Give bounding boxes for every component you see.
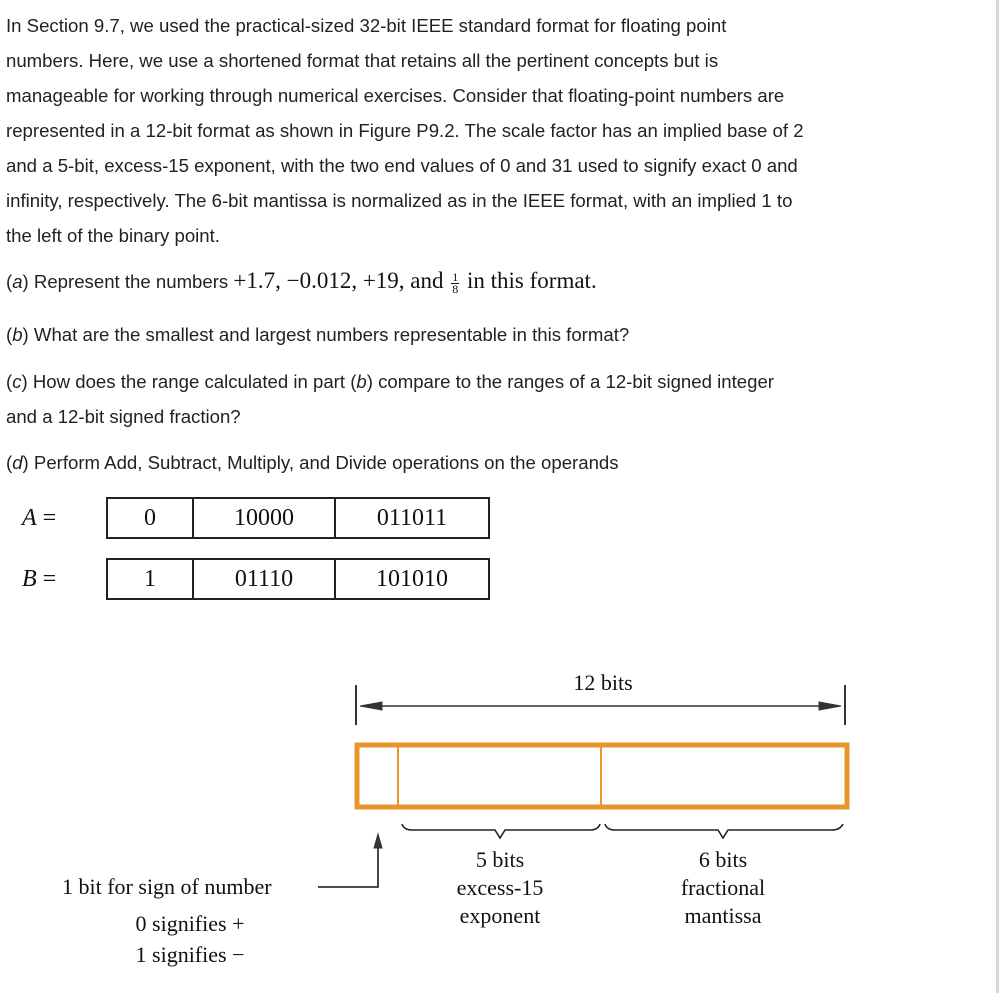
question-letter: a bbox=[12, 271, 23, 292]
exponent-cell: 10000 bbox=[192, 499, 334, 537]
exponent-brace-icon bbox=[402, 824, 600, 838]
intro-line: manageable for working through numerical exercises. Consider that floating-point numbers are bbox=[6, 85, 785, 106]
sign-bit-label: 1 bit for sign of number bbox=[62, 874, 272, 899]
operand-a-label: A = bbox=[22, 505, 57, 531]
operand-b-label: B = bbox=[22, 566, 57, 592]
question-text: Perform Add, Subtract, Multiply, and Divide operations on the operands bbox=[28, 452, 619, 473]
word-format-box bbox=[357, 745, 847, 807]
question-a: (a) Represent the numbers +1.7, −0.012, +19, and $\frac{1}{8}$ in this format. bbox=[6, 268, 597, 296]
question-text: What are the smallest and largest numbers representable in this format? bbox=[28, 324, 630, 345]
question-a-math: +1.7, −0.012, +19, and bbox=[233, 268, 450, 293]
sign-bit-cell: 0 bbox=[144, 504, 156, 531]
exponent-cell: 01110 bbox=[192, 560, 334, 598]
mantissa-cell: 011011 bbox=[334, 499, 488, 537]
intro-line: In Section 9.7, we used the practical-sized 32-bit IEEE standard format for floating point bbox=[6, 15, 727, 36]
intro-line: and a 5-bit, excess-15 exponent, with the two end values of 0 and 31 used to signify exact 0 and bbox=[6, 155, 798, 176]
question-c: (c) How does the range calculated in part (b) compare to the ranges of a 12-bit signed integer bbox=[6, 371, 774, 392]
sign-one-note: 1 signifies − bbox=[135, 942, 245, 967]
question-letter: c bbox=[12, 371, 22, 392]
sign-bit-cell: 1 bbox=[144, 565, 156, 592]
mantissa-brace-icon bbox=[605, 824, 843, 838]
question-a-math-end: in this format. bbox=[461, 268, 597, 293]
question-c-line-2: and a 12-bit signed fraction? bbox=[6, 406, 241, 427]
exponent-field-label: 5 bits excess-15 exponent bbox=[456, 847, 544, 928]
question-b: (b) What are the smallest and largest numbers representable in this format? bbox=[6, 324, 630, 345]
mantissa-field-label: 6 bits fractional mantissa bbox=[680, 847, 766, 928]
question-text: Represent the numbers bbox=[28, 271, 234, 292]
sign-arrow-icon bbox=[318, 834, 382, 887]
mantissa-cell: 101010 bbox=[334, 560, 488, 598]
intro-line: represented in a 12-bit format as shown in Figure P9.2. The scale factor has an implied base of 2 bbox=[6, 120, 804, 141]
intro-line: the left of the binary point. bbox=[6, 225, 220, 246]
fraction-one-eighth: $\frac{1}{8}$ bbox=[452, 269, 459, 296]
intro-line: numbers. Here, we use a shortened format that retains all the pertinent concepts but is bbox=[6, 50, 719, 71]
total-bits-label: 12 bits bbox=[573, 670, 633, 695]
sign-zero-note: 0 signifies + bbox=[135, 911, 245, 936]
question-letter: b bbox=[12, 324, 23, 345]
intro-line: infinity, respectively. The 6-bit mantissa is normalized as in the IEEE format, with an implied 1 to bbox=[6, 190, 793, 211]
question-d: (d) Perform Add, Subtract, Multiply, and Divide operations on the operands bbox=[6, 452, 619, 473]
question-letter: d bbox=[12, 452, 23, 473]
